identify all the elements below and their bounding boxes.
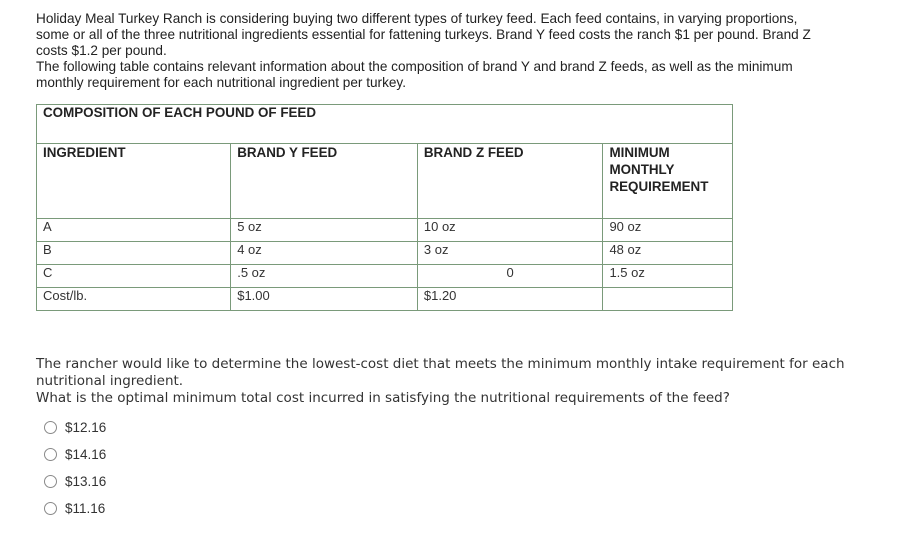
feed-composition-table: [36, 104, 733, 311]
cell-ingredient: Cost/lb.: [37, 288, 231, 311]
table-row: [37, 242, 733, 265]
option-label: $14.16: [65, 447, 107, 462]
cell-requirement: 90 oz: [603, 219, 733, 242]
cell-brand-z: 0: [417, 265, 603, 288]
radio-button[interactable]: [44, 448, 57, 461]
intro-line-5: monthly requirement for each nutritional ingredient per turkey.: [36, 75, 406, 90]
option-label: $11.16: [65, 501, 106, 516]
cell-ingredient: A: [37, 219, 231, 242]
intro-line-2: some or all of the three nutritional ingredients essential for fattening turkeys. Brand Y feed costs the ranch $1 per pound. Brand Z: [36, 27, 811, 42]
cell-requirement: 48 oz: [603, 242, 733, 265]
question-line-2: nutritional ingredient.: [36, 373, 184, 389]
cell-brand-z: 3 oz: [417, 242, 603, 265]
cell-requirement: 1.5 oz: [603, 265, 733, 288]
table-header-row: [37, 144, 733, 219]
intro-line-3: costs $1.2 per pound.: [36, 43, 167, 58]
cell-brand-y: 5 oz: [231, 219, 418, 242]
header-minimum-requirement: MINIMUM MONTHLY REQUIREMENT: [603, 144, 733, 219]
answer-option[interactable]: [44, 441, 106, 468]
answer-option[interactable]: [44, 414, 106, 441]
question-line-3: What is the optimal minimum total cost incurred in satisfying the nutritional requirements of the feed?: [36, 390, 730, 406]
table-title-row: [37, 105, 733, 144]
cell-ingredient: C: [37, 265, 231, 288]
radio-button[interactable]: [44, 421, 57, 434]
answer-options: [44, 414, 106, 522]
option-label: $12.16: [65, 420, 107, 435]
radio-button[interactable]: [44, 475, 57, 488]
intro-line-1: Holiday Meal Turkey Ranch is considering buying two different types of turkey feed. Each feed contains, in varying proportions,: [36, 11, 798, 26]
cell-brand-z: 10 oz: [417, 219, 603, 242]
cell-brand-y: 4 oz: [231, 242, 418, 265]
table-row: [37, 288, 733, 311]
answer-option[interactable]: [44, 495, 106, 522]
header-brand-y: BRAND Y FEED: [231, 144, 418, 219]
header-ingredient: INGREDIENT: [37, 144, 231, 219]
answer-option[interactable]: [44, 468, 106, 495]
question-text: [36, 356, 886, 407]
option-label: $13.16: [65, 474, 107, 489]
cell-brand-z: $1.20: [417, 288, 603, 311]
cell-requirement: [603, 288, 733, 311]
radio-button[interactable]: [44, 502, 57, 515]
table-row: [37, 219, 733, 242]
intro-line-4: The following table contains relevant information about the composition of brand Y and brand Z feeds, as well as the minimum: [36, 59, 793, 74]
table-row: [37, 265, 733, 288]
cell-brand-y: .5 oz: [231, 265, 418, 288]
cell-brand-y: $1.00: [231, 288, 418, 311]
problem-statement: [36, 11, 886, 91]
header-brand-z: BRAND Z FEED: [417, 144, 603, 219]
cell-ingredient: B: [37, 242, 231, 265]
question-line-1: The rancher would like to determine the lowest-cost diet that meets the minimum monthly intake requirement for each: [36, 356, 845, 372]
table-title: COMPOSITION OF EACH POUND OF FEED: [37, 105, 733, 144]
